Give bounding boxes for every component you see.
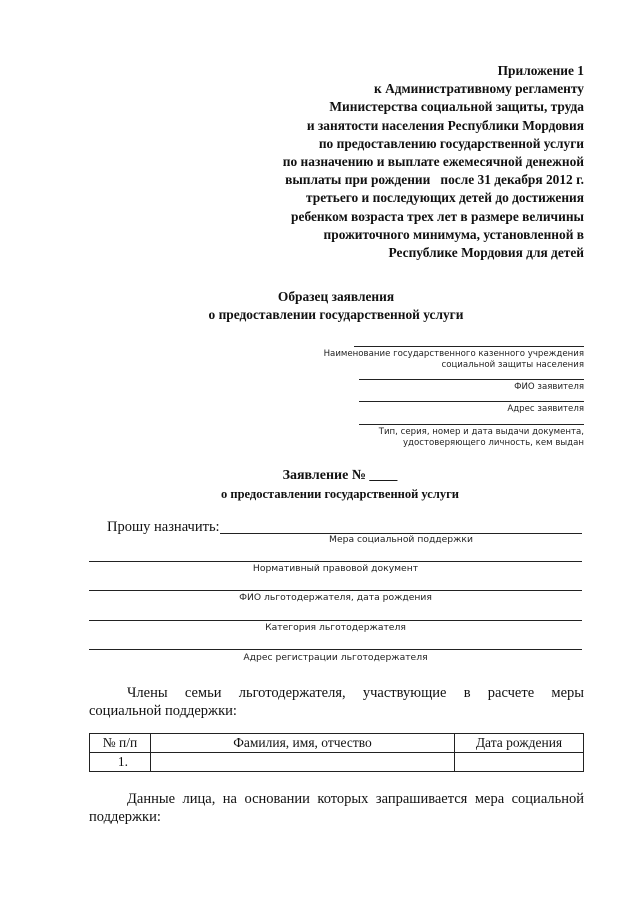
cell-number: 1. — [90, 753, 151, 772]
holder-line[interactable] — [89, 590, 582, 591]
document-line[interactable] — [359, 424, 584, 425]
persons-line: Данные лица, на основании которых запрашивается мера социальной — [127, 791, 584, 807]
cell-fullname[interactable] — [151, 753, 455, 772]
header-number: № п/п — [90, 734, 151, 753]
institution-caption-line: Наименование государственного казенного учреждения — [323, 349, 584, 359]
header-birthdate: Дата рождения — [455, 734, 584, 753]
sample-title: Образец заявления — [277, 289, 395, 304]
appendix-line: по назначению и выплате ежемесячной денежной — [282, 154, 584, 170]
appendix-line: третьего и последующих детей до достижения — [306, 190, 584, 206]
institution-caption-line: социальной защиты населения — [441, 360, 584, 370]
appendix-header — [283, 62, 584, 262]
appendix-line: выплаты при рождении после 31 декабря 2012 г. — [285, 172, 584, 188]
document-caption-line: удостоверяющего личность, кем выдан — [402, 438, 584, 448]
normative-caption: Нормативный правовой документ — [252, 563, 419, 574]
document-caption — [379, 427, 584, 449]
appendix-line: и занятости населения Республики Мордовия — [306, 117, 584, 133]
header-fullname: Фамилия, имя, отчество — [151, 734, 455, 753]
normative-line[interactable] — [89, 561, 582, 562]
institution-caption — [324, 349, 584, 371]
cell-birthdate[interactable] — [455, 753, 584, 772]
institution-line[interactable] — [354, 346, 584, 347]
members-intro — [89, 684, 584, 720]
persons-paragraph — [89, 790, 584, 826]
appendix-line: Приложение 1 — [497, 63, 584, 78]
members-intro-line: социальной поддержки: — [89, 703, 237, 719]
members-intro-line: Члены семьи льготодержателя, участвующие в расчете меры — [127, 685, 584, 701]
request-prompt: Прошу назначить: — [107, 519, 220, 535]
registration-line[interactable] — [89, 649, 582, 650]
fio-line[interactable] — [359, 379, 584, 380]
appendix-line: по предоставлению государственной услуги — [318, 135, 584, 151]
appendix-line: прожиточного минимума, установленной в — [323, 226, 584, 242]
measure-caption: Мера социальной поддержки — [329, 534, 473, 545]
application-title: Заявление № ____ — [282, 468, 398, 483]
appendix-line: к Административному регламенту — [374, 81, 584, 97]
persons-line: поддержки: — [89, 809, 161, 825]
sample-subtitle: о предоставлении государственной услуги — [208, 307, 464, 322]
appendix-line: Министерства социальной защиты, труда — [329, 99, 584, 115]
fio-caption: ФИО заявителя — [514, 382, 584, 392]
appendix-line: ребенком возраста трех лет в размере величины — [291, 208, 584, 224]
category-line[interactable] — [89, 620, 582, 621]
appendix-line: Республике Мордовия для детей — [388, 245, 584, 261]
document-caption-line: Тип, серия, номер и дата выдачи документа, — [378, 427, 584, 437]
table-header-row — [90, 734, 584, 753]
registration-caption: Адрес регистрации льготодержателя — [243, 652, 428, 663]
address-line[interactable] — [359, 401, 584, 402]
category-caption: Категория льготодержателя — [265, 622, 406, 633]
table-row — [90, 753, 584, 772]
members-table — [89, 733, 584, 772]
address-caption: Адрес заявителя — [507, 404, 584, 414]
application-subtitle: о предоставлении государственной услуги — [221, 487, 459, 501]
holder-caption: ФИО льготодержателя, дата рождения — [239, 592, 432, 603]
